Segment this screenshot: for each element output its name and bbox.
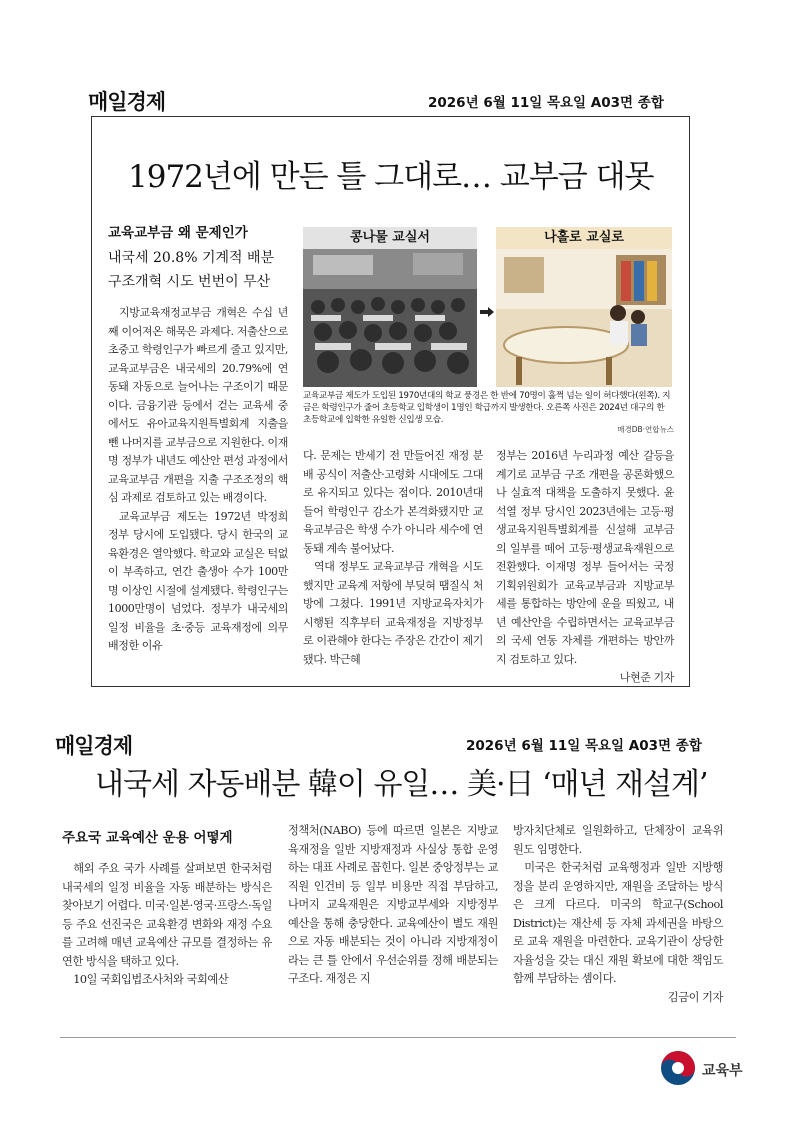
dateline-2: 2026년 6월 11일 목요일 A03면 종합 xyxy=(466,738,702,754)
subheading-2: 내국세 20.8% 기계적 배분 xyxy=(108,250,275,266)
article1-paragraph: 교육교부금 제도는 1972년 박정희 정부 당시에 도입됐다. 당시 한국의 교육환경은 열악했다. 학교와 교실은 턱없이 부족하고, 연간 출생아 수가 100만명 이상인 시절에 설계됐다. 학령인구는 1000만명이 넘었다. 정부가 내국세의 일정 비율을 초·중등 교육재정에 의무 배정한 이유 xyxy=(108,509,288,652)
article1-paragraph: 역대 정부도 교육교부금 개혁을 시도했지만 교육계 저항에 부딪혀 땜질식 처방에 그쳤다. 1991년 지방교육자치가 시행된 직후부터 교육재정을 지방정부로 이관해야 한다는 주장은 간간이 제기됐다. 박근혜 xyxy=(303,560,483,666)
article1-paragraph: 정부는 2016년 누리과정 예산 갈등을 계기로 교부금 구조 개편을 공론화했으나 실효적 대책을 도출하지 못했다. 윤석열 정부 당시인 2023년에는 고등·평생교육지원특별회계를 신설해 교부금의 일부를 떼어 고등·평생교육재원으로 전환했다. 이재명 정부 들어서는 국정기획위원회가 교육교부금과 지방교부세를 통합하는 방안에 운을 띄웠고, 내년 예산안을 수립하면서는 교육교부금의 국세 연동 자체를 개편하는 방안까지 검토하고 있다. xyxy=(496,449,674,666)
subheading-1: 교육교부금 왜 문제인가 xyxy=(108,225,248,241)
headline-2: 내국세 자동배분 韓이 유일… 美·日 ‘매년 재설계’ xyxy=(95,767,708,802)
photo-crowded-classroom xyxy=(303,227,477,387)
article2-column-2 xyxy=(288,822,498,989)
headline-1: 1972년에 만든 틀 그대로… 교부금 대못 xyxy=(128,159,654,195)
ministry-emblem-icon xyxy=(660,1050,696,1086)
subheading-3: 구조개혁 시도 번번이 무산 xyxy=(108,274,271,290)
article2-column-1 xyxy=(62,860,272,990)
article1-column-1 xyxy=(108,304,288,656)
subheading-clip2: 주요국 교육예산 운용 어떻게 xyxy=(62,830,233,846)
article1-column-3 xyxy=(496,447,674,688)
dateline-1: 2026년 6월 11일 목요일 A03면 종합 xyxy=(428,95,664,111)
footer-divider xyxy=(60,1037,736,1038)
article2-column-3 xyxy=(513,822,723,1007)
photo-single-student xyxy=(496,227,672,387)
article2-paragraph: 해외 주요 국가 사례를 살펴보면 한국처럼 내국세의 일정 비율을 자동 배분하는 방식은 찾아보기 어렵다. 미국·일본·영국·프랑스·독일 등 주요 선진국은 교육환경 변화와 재정 수요를 고려해 매년 교육예산 규모를 결정하는 유연한 방식을 택하고 있다. xyxy=(62,862,272,968)
photo-right-label: 나홀로 교실로 xyxy=(496,227,672,249)
ministry-logo-text: 교육부 xyxy=(702,1063,743,1079)
arrow-right-icon xyxy=(480,302,494,312)
photo-credit: 매경DB·연합뉴스 xyxy=(617,425,674,434)
article1-column-2 xyxy=(303,447,483,669)
masthead-2: 매일경제 xyxy=(55,734,133,758)
classroom-photo-icon xyxy=(303,227,477,387)
article1-byline: 나현준 기자 xyxy=(619,671,674,684)
photo-left-label: 콩나물 교실서 xyxy=(303,227,477,249)
article1-paragraph: 다. 문제는 반세기 전 만들어진 재정 분배 공식이 저출산·고령화 시대에도 그대로 유지되고 있다는 점이다. 2010년대 들어 학령인구 감소가 본격화됐지만 교육교부금은 학생 수가 아니라 세수에 연동돼 계속 불어났다. xyxy=(303,449,483,555)
photo-caption: 교육교부금 제도가 도입된 1970년대의 학교 풍경은 한 반에 70명이 훌쩍 넘는 일이 허다했다(왼쪽). 지금은 학령인구가 줄어 초등학교 입학생이 1명인 학급까지 발생한다. 오른쪽 사진은 2024년 대구의 한 초등학교에 입학한 유일한 신입생 모습. xyxy=(303,391,671,425)
article2-paragraph: 10일 국회입법조사처와 국회예산 xyxy=(73,973,229,986)
article2-paragraph: 정책처(NABO) 등에 따르면 일본은 지방교육재정을 일반 지방재정과 사실상 통합 운영하는 대표 사례로 꼽힌다. 일본 중앙정부는 교직원 인건비 등 일부 비용만 직접 부담하고, 나머지 교육재원은 지방교부세와 지방정부 예산을 통해 충당한다. 교육예산이 별도 재원으로 자동 배분되는 것이 아니라 지방재정이라는 큰 틀 안에서 우선순위를 정해 배분되는 구조다. 재정은 지 xyxy=(288,824,498,985)
article2-byline: 김금이 기자 xyxy=(667,990,723,1004)
article1-paragraph: 지방교육재정교부금 개혁은 수십 년째 이어져온 해묵은 과제다. 저출산으로 초중고 학령인구가 빠르게 줄고 있지만, 교육교부금은 내국세의 20.79%에 연동돼 자동으로 늘어나는 구조이기 때문이다. 금융기관 등에서 걷는 교육세 중에서도 유아교육지원특별회계 지출을 뺀 나머지를 교부금으로 지원한다. 이재명 정부가 내년도 예산안 편성 과정에서 교육교부금 개편을 지출 구조조정의 핵심 과제로 검토하고 있는 배경이다. xyxy=(108,306,288,504)
masthead-1: 매일경제 xyxy=(88,90,166,114)
article2-paragraph: 방자치단체로 일원화하고, 단체장이 교육위원도 임명한다. xyxy=(513,824,723,856)
article2-paragraph: 미국은 한국처럼 교육행정과 일반 지방행정을 분리 운영하지만, 재원을 조달하는 방식은 크게 다르다. 미국의 학교구(School District)는 재산세 등 자체 과세권을 바탕으로 교육 재원을 마련한다. 교육기관이 상당한 자율성을 갖는 대신 재원 확보에 대한 책임도 함께 부담하는 셈이다. xyxy=(513,861,723,985)
single-student-photo-icon xyxy=(496,227,672,387)
